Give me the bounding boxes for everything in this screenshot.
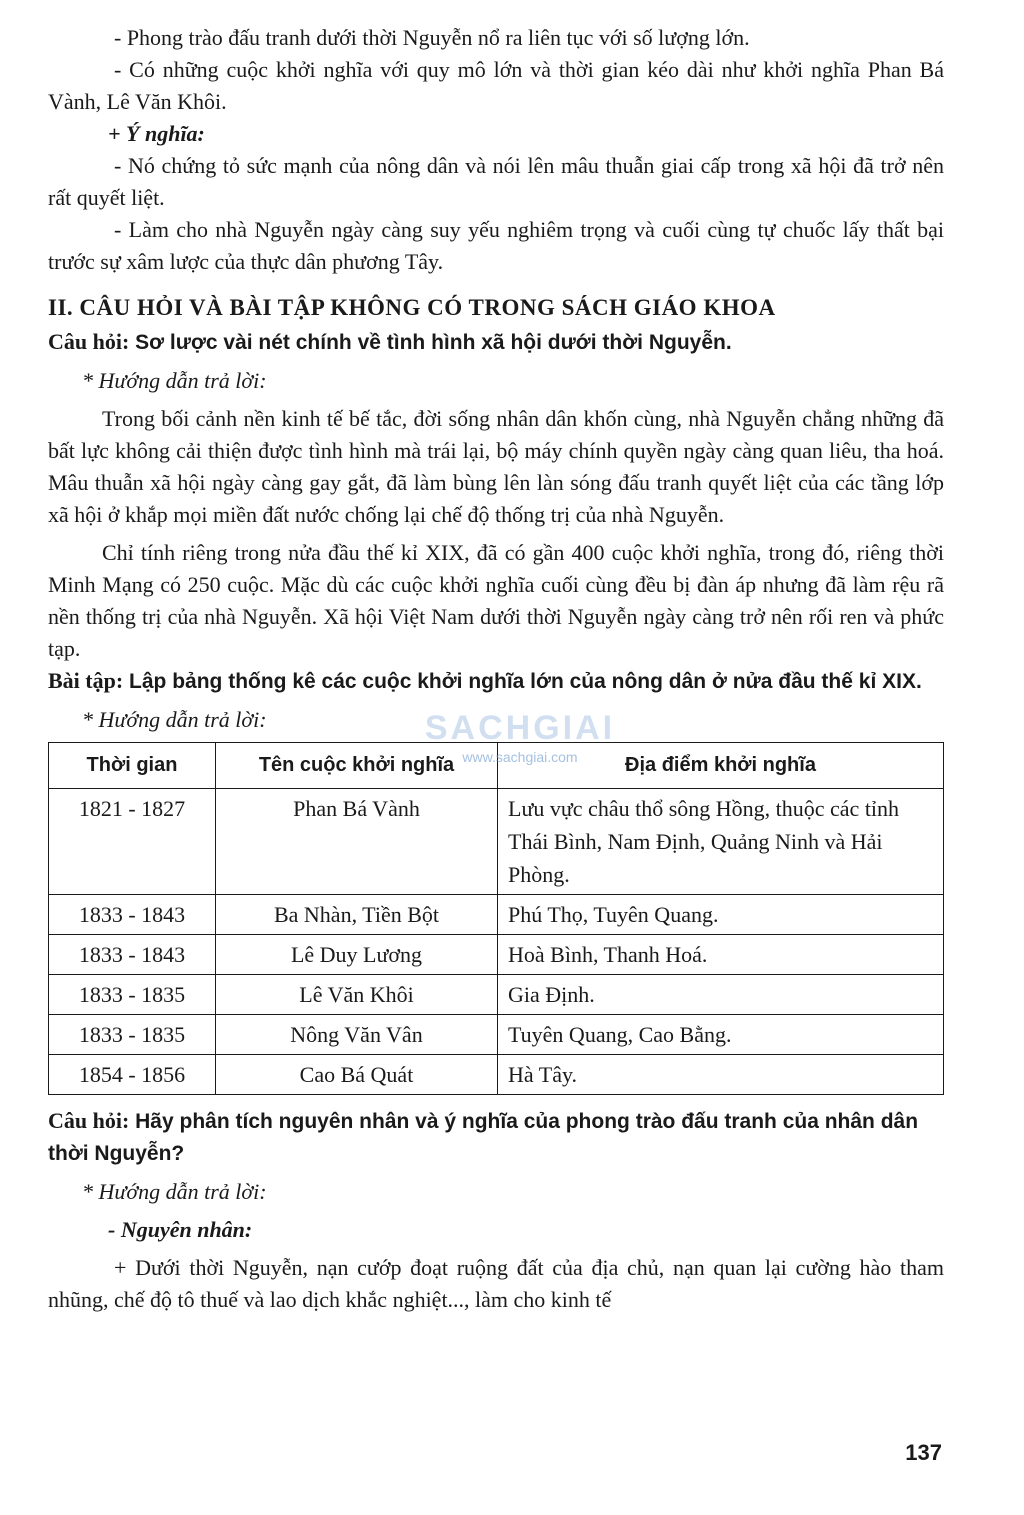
intro-bullet-2: - Có những cuộc khởi nghĩa với quy mô lớn và thời gian kéo dài như khởi nghĩa Phan Bá Vành, Lê Văn Khôi. [48,57,944,114]
table-cell-time: 1821 - 1827 [49,789,216,895]
table-row [49,789,944,895]
page-content [48,22,944,1316]
question-1-guide: * Hướng dẫn trả lời: [82,368,267,393]
section-heading: II. CÂU HỎI VÀ BÀI TẬP KHÔNG CÓ TRONG SÁCH GIÁO KHOA [48,295,776,320]
table-row [49,975,944,1015]
meaning-1: - Nó chứng tỏ sức mạnh của nông dân và nói lên mâu thuẫn giai cấp trong xã hội đã trở nên rất quyết liệt. [48,153,944,210]
cause-label: - Nguyên nhân: [108,1217,253,1242]
table-header: Thời gian [49,743,216,789]
question-1-text: Sơ lược vài nét chính về tình hình xã hội dưới thời Nguyễn. [135,331,732,354]
table-cell-place: Phú Thọ, Tuyên Quang. [498,895,944,935]
meaning-2: - Làm cho nhà Nguyễn ngày càng suy yếu nghiêm trọng và cuối cùng tự chuốc lấy thất bại trước sự xâm lược của thực dân phương Tây. [48,217,944,274]
watermark-logo: SACHGIAI [424,709,616,747]
table-cell-name: Cao Bá Quát [216,1055,498,1095]
table-cell-name: Phan Bá Vành [216,789,498,895]
exercise-text: Lập bảng thống kê các cuộc khởi nghĩa lớn của nông dân ở nửa đầu thế kỉ XIX. [129,670,922,693]
table-cell-time: 1833 - 1835 [49,975,216,1015]
table-cell-time: 1833 - 1835 [49,1015,216,1055]
exercise [48,665,944,698]
table-cell-time: 1833 - 1843 [49,895,216,935]
table-cell-place: Lưu vực châu thổ sông Hồng, thuộc các tỉnh Thái Bình, Nam Định, Quảng Ninh và Hải Phòng. [498,789,944,895]
table-cell-time: 1833 - 1843 [49,935,216,975]
question-1-para-2: Chỉ tính riêng trong nửa đầu thế kỉ XIX, đã có gần 400 cuộc khởi nghĩa, trong đó, riêng thời Minh Mạng có 250 cuộc. Mặc dù các cuộc khởi nghĩa cuối cùng đều bị đàn áp nhưng đã làm rệu rã nền thống trị của nhà Nguyễn. Xã hội Việt Nam dưới thời Nguyễn ngày càng trở nên rối ren và phức tạp. [48,540,944,661]
table-cell-name: Nông Văn Vân [216,1015,498,1055]
table-cell-name: Lê Văn Khôi [216,975,498,1015]
table-header: Địa điểm khởi nghĩa [498,743,944,789]
table-row [49,895,944,935]
cause-1: + Dưới thời Nguyễn, nạn cướp đoạt ruộng đất của địa chủ, nạn quan lại cường hào tham nhũng, chế độ tô thuế và lao dịch khắc nghiệt..., làm cho kinh tế [48,1255,944,1312]
intro-bullet-1: - Phong trào đấu tranh dưới thời Nguyễn nổ ra liên tục với số lượng lớn. [114,25,750,50]
meaning-label: + Ý nghĩa: [108,121,205,146]
question-2 [48,1105,944,1170]
table-cell-time: 1854 - 1856 [49,1055,216,1095]
question-2-text: Hãy phân tích nguyên nhân và ý nghĩa của phong trào đấu tranh của nhân dân thời Nguyễn? [48,1110,919,1165]
exercise-label: Bài tập: [48,668,124,693]
question-1 [48,326,944,359]
question-1-para-1: Trong bối cảnh nền kinh tế bế tắc, đời sống nhân dân khốn cùng, nhà Nguyễn chẳng những đã bất lực không cải thiện được tình hình mà trái lại, bộ máy chính quyền ngày càng quan liêu, tha hoá. Mâu thuẫn xã hội ngày càng gay gắt, đã làm bùng lên làn sóng đấu tranh quyết liệt của các tầng lớp xã hội ở khắp mọi miền đất nước chống lại chế độ thống trị của nhà Nguyễn. [48,406,944,527]
page-number: 137 [905,1440,942,1465]
question-1-label: Câu hỏi: [48,329,130,354]
table-cell-place: Tuyên Quang, Cao Bằng. [498,1015,944,1055]
table-header-row [49,743,944,789]
watermark-url: www.sachgiai.com [462,749,578,765]
table-row [49,1055,944,1095]
table-cell-place: Gia Định. [498,975,944,1015]
table-row [49,935,944,975]
table-row [49,1015,944,1055]
table-cell-name: Lê Duy Lương [216,935,498,975]
exercise-guide: * Hướng dẫn trả lời: [82,707,267,732]
question-2-guide: * Hướng dẫn trả lời: [82,1179,267,1204]
table-cell-place: Hà Tây. [498,1055,944,1095]
question-2-label: Câu hỏi: [48,1108,130,1133]
table-cell-place: Hoà Bình, Thanh Hoá. [498,935,944,975]
table-cell-name: Ba Nhàn, Tiền Bột [216,895,498,935]
uprisings-table [48,742,944,1095]
table-header: Tên cuộc khởi nghĩa [216,743,498,789]
